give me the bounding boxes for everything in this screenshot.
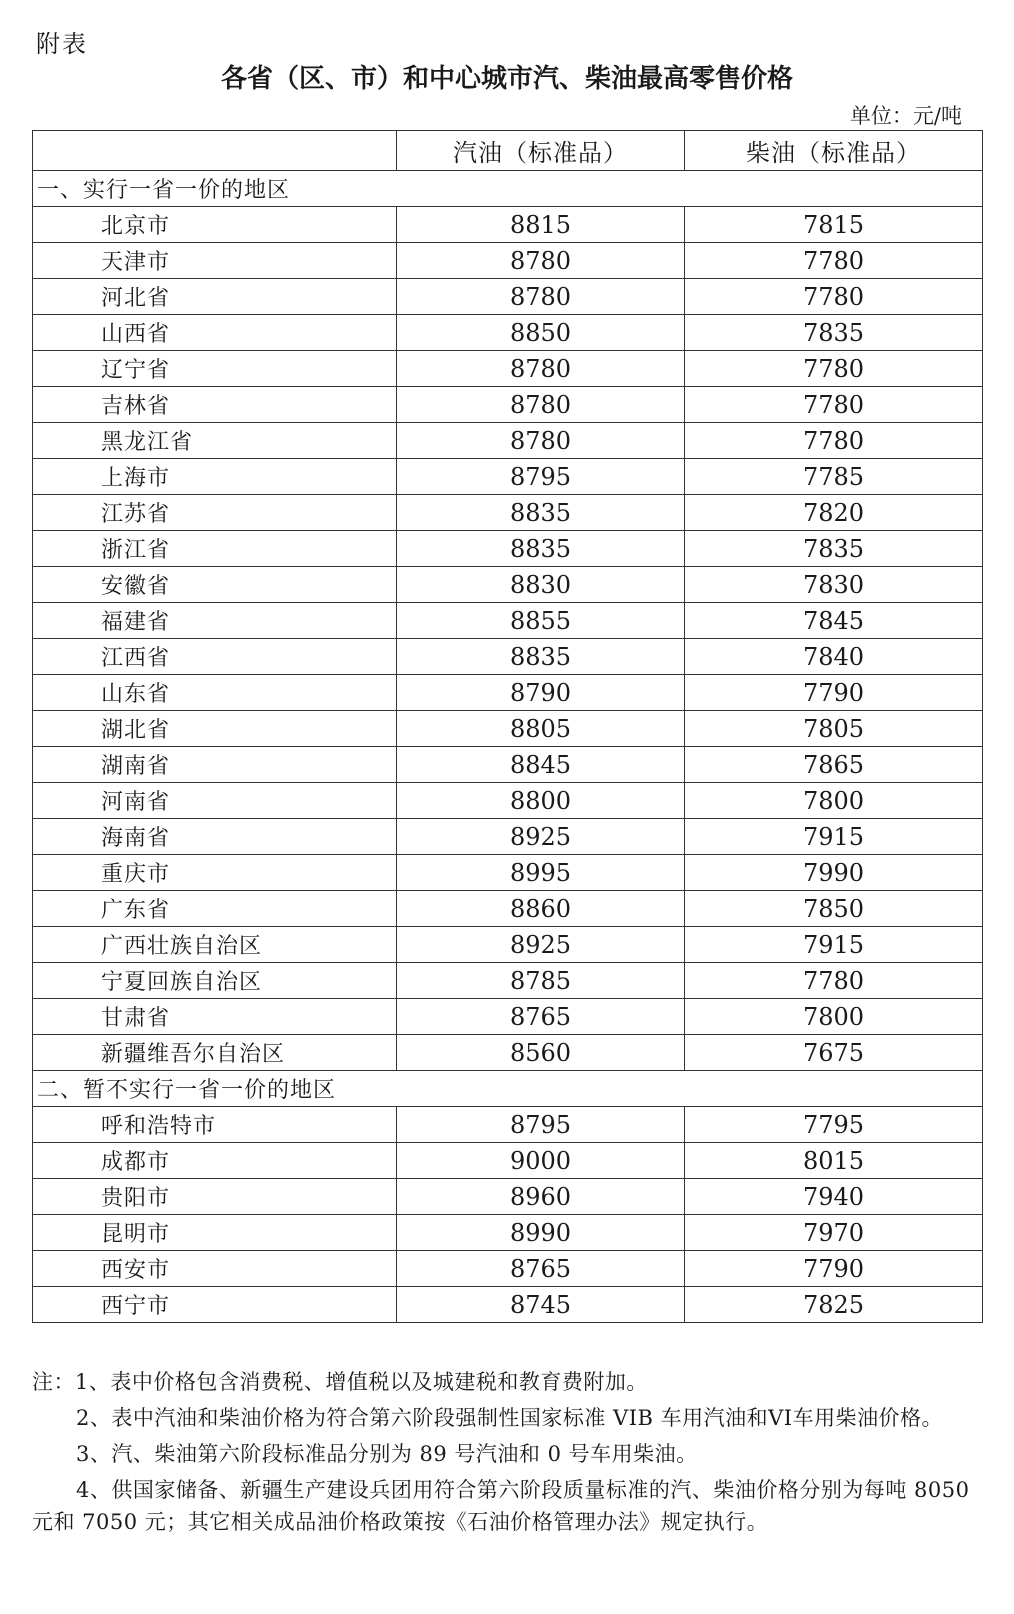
- table-row: [33, 243, 983, 279]
- gasoline-price-cell: 8800: [397, 783, 685, 819]
- table-row: [33, 891, 983, 927]
- gasoline-price-cell: 9000: [397, 1143, 685, 1179]
- gasoline-price-cell: 8815: [397, 207, 685, 243]
- table-row: [33, 423, 983, 459]
- region-cell: 新疆维吾尔自治区: [33, 1035, 397, 1071]
- region-cell: 浙江省: [33, 531, 397, 567]
- gasoline-price-cell: 8855: [397, 603, 685, 639]
- notes: [32, 1366, 984, 1542]
- table-row: [33, 1035, 983, 1071]
- region-cell: 西安市: [33, 1251, 397, 1287]
- diesel-price-cell: 7800: [685, 999, 983, 1035]
- column-header-gasoline: 汽油（标准品）: [397, 131, 685, 171]
- gasoline-price-cell: 8835: [397, 531, 685, 567]
- region-cell: 成都市: [33, 1143, 397, 1179]
- diesel-price-cell: 7830: [685, 567, 983, 603]
- diesel-price-cell: 7780: [685, 963, 983, 999]
- region-cell: 吉林省: [33, 387, 397, 423]
- gasoline-price-cell: 8795: [397, 1107, 685, 1143]
- section-label: 二、暂不实行一省一价的地区: [33, 1071, 983, 1107]
- table-row: [33, 711, 983, 747]
- table-row: [33, 351, 983, 387]
- gasoline-price-cell: 8745: [397, 1287, 685, 1323]
- table-row: [33, 999, 983, 1035]
- region-cell: 安徽省: [33, 567, 397, 603]
- region-cell: 山东省: [33, 675, 397, 711]
- region-cell: 湖北省: [33, 711, 397, 747]
- diesel-price-cell: 7990: [685, 855, 983, 891]
- region-cell: 甘肃省: [33, 999, 397, 1035]
- gasoline-price-cell: 8805: [397, 711, 685, 747]
- region-cell: 山西省: [33, 315, 397, 351]
- region-cell: 河南省: [33, 783, 397, 819]
- region-cell: 辽宁省: [33, 351, 397, 387]
- diesel-price-cell: 7825: [685, 1287, 983, 1323]
- region-cell: 福建省: [33, 603, 397, 639]
- gasoline-price-cell: 8780: [397, 387, 685, 423]
- region-cell: 黑龙江省: [33, 423, 397, 459]
- region-cell: 海南省: [33, 819, 397, 855]
- note-1: 注：1、表中价格包含消费税、增值税以及城建税和教育费附加。: [32, 1370, 648, 1394]
- gasoline-price-cell: 8835: [397, 495, 685, 531]
- table-row: [33, 1107, 983, 1143]
- diesel-price-cell: 7915: [685, 819, 983, 855]
- diesel-price-cell: 7795: [685, 1107, 983, 1143]
- table-row: [33, 675, 983, 711]
- gasoline-price-cell: 8925: [397, 927, 685, 963]
- diesel-price-cell: 7780: [685, 243, 983, 279]
- region-cell: 湖南省: [33, 747, 397, 783]
- gasoline-price-cell: 8990: [397, 1215, 685, 1251]
- page-title: 各省（区、市）和中心城市汽、柴油最高零售价格: [220, 64, 793, 94]
- diesel-price-cell: 7970: [685, 1215, 983, 1251]
- table-row: [33, 927, 983, 963]
- gasoline-price-cell: 8850: [397, 315, 685, 351]
- gasoline-price-cell: 8995: [397, 855, 685, 891]
- gasoline-price-cell: 8560: [397, 1035, 685, 1071]
- region-cell: 呼和浩特市: [33, 1107, 397, 1143]
- attachment-label: 附表: [36, 30, 88, 58]
- gasoline-price-cell: 8785: [397, 963, 685, 999]
- region-cell: 广东省: [33, 891, 397, 927]
- gasoline-price-cell: 8845: [397, 747, 685, 783]
- region-cell: 河北省: [33, 279, 397, 315]
- table-row: [33, 279, 983, 315]
- price-table: [32, 130, 983, 1323]
- gasoline-price-cell: 8780: [397, 243, 685, 279]
- note-3: 3、汽、柴油第六阶段标准品分别为 89 号汽油和 0 号车用柴油。: [76, 1442, 698, 1466]
- table-row: [33, 1215, 983, 1251]
- diesel-price-cell: 7780: [685, 351, 983, 387]
- gasoline-price-cell: 8765: [397, 999, 685, 1035]
- gasoline-price-cell: 8790: [397, 675, 685, 711]
- note-4: 4、供国家储备、新疆生产建设兵团用符合第六阶段质量标准的汽、柴油价格分别为每吨 8050 元和 7050 元；其它相关成品油价格政策按《石油价格管理办法》规定执行。: [32, 1478, 970, 1534]
- region-cell: 贵阳市: [33, 1179, 397, 1215]
- table-row: [33, 963, 983, 999]
- table-row: [33, 747, 983, 783]
- diesel-price-cell: 7675: [685, 1035, 983, 1071]
- gasoline-price-cell: 8780: [397, 279, 685, 315]
- diesel-price-cell: 7940: [685, 1179, 983, 1215]
- gasoline-price-cell: 8860: [397, 891, 685, 927]
- column-header-diesel: 柴油（标准品）: [685, 131, 983, 171]
- region-cell: 西宁市: [33, 1287, 397, 1323]
- table-row: [33, 387, 983, 423]
- region-cell: 重庆市: [33, 855, 397, 891]
- unit-label: 单位：元/吨: [849, 104, 962, 128]
- section-label: 一、实行一省一价的地区: [33, 171, 983, 207]
- region-cell: 宁夏回族自治区: [33, 963, 397, 999]
- table-header-row: [33, 131, 983, 171]
- diesel-price-cell: 7865: [685, 747, 983, 783]
- table-row: [33, 639, 983, 675]
- diesel-price-cell: 7820: [685, 495, 983, 531]
- diesel-price-cell: 7850: [685, 891, 983, 927]
- table-row: [33, 855, 983, 891]
- region-cell: 江西省: [33, 639, 397, 675]
- table-row: [33, 1143, 983, 1179]
- diesel-price-cell: 7840: [685, 639, 983, 675]
- region-cell: 天津市: [33, 243, 397, 279]
- region-cell: 北京市: [33, 207, 397, 243]
- diesel-price-cell: 7790: [685, 1251, 983, 1287]
- diesel-price-cell: 7800: [685, 783, 983, 819]
- diesel-price-cell: 7790: [685, 675, 983, 711]
- section-row: [33, 1071, 983, 1107]
- diesel-price-cell: 7780: [685, 387, 983, 423]
- diesel-price-cell: 7815: [685, 207, 983, 243]
- table-row: [33, 1287, 983, 1323]
- diesel-price-cell: 7785: [685, 459, 983, 495]
- diesel-price-cell: 7915: [685, 927, 983, 963]
- gasoline-price-cell: 8765: [397, 1251, 685, 1287]
- diesel-price-cell: 7835: [685, 315, 983, 351]
- region-cell: 上海市: [33, 459, 397, 495]
- table-body: [33, 171, 983, 1323]
- diesel-price-cell: 7780: [685, 279, 983, 315]
- diesel-price-cell: 7845: [685, 603, 983, 639]
- diesel-price-cell: 7780: [685, 423, 983, 459]
- diesel-price-cell: 8015: [685, 1143, 983, 1179]
- gasoline-price-cell: 8795: [397, 459, 685, 495]
- note-2: 2、表中汽油和柴油价格为符合第六阶段强制性国家标准 VIB 车用汽油和VI车用柴油价格。: [76, 1406, 944, 1430]
- gasoline-price-cell: 8830: [397, 567, 685, 603]
- gasoline-price-cell: 8780: [397, 351, 685, 387]
- table-row: [33, 315, 983, 351]
- table-row: [33, 567, 983, 603]
- table-row: [33, 495, 983, 531]
- section-row: [33, 171, 983, 207]
- diesel-price-cell: 7835: [685, 531, 983, 567]
- region-cell: 江苏省: [33, 495, 397, 531]
- gasoline-price-cell: 8960: [397, 1179, 685, 1215]
- table-row: [33, 819, 983, 855]
- column-header-region: [33, 131, 397, 171]
- region-cell: 昆明市: [33, 1215, 397, 1251]
- table-row: [33, 603, 983, 639]
- table-row: [33, 1251, 983, 1287]
- table-row: [33, 1179, 983, 1215]
- region-cell: 广西壮族自治区: [33, 927, 397, 963]
- gasoline-price-cell: 8925: [397, 819, 685, 855]
- table-row: [33, 531, 983, 567]
- table-row: [33, 783, 983, 819]
- table-row: [33, 207, 983, 243]
- gasoline-price-cell: 8780: [397, 423, 685, 459]
- gasoline-price-cell: 8835: [397, 639, 685, 675]
- table-row: [33, 459, 983, 495]
- diesel-price-cell: 7805: [685, 711, 983, 747]
